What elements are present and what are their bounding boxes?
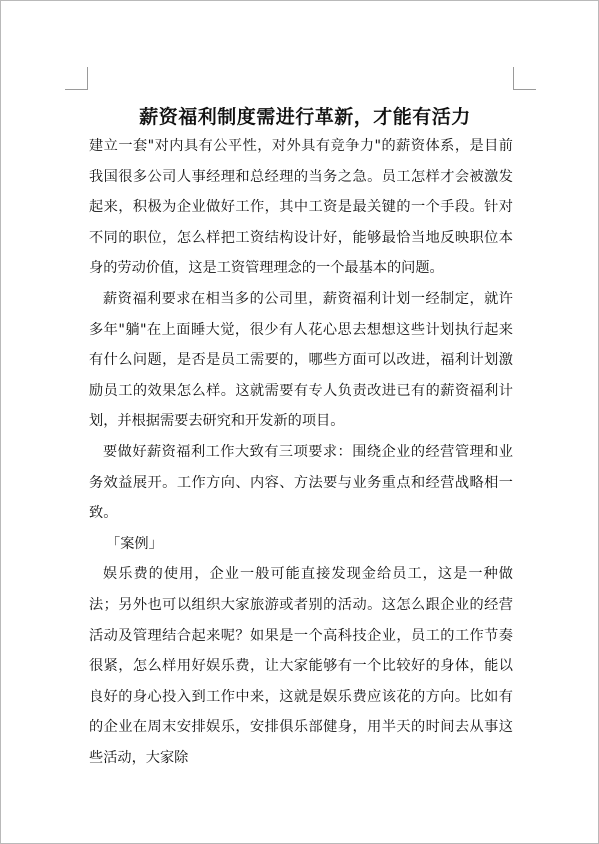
- case-paragraph: 娱乐费的使用，企业一般可能直接发现金给员工，这是一种做法；另外也可以组织大家旅游或者别的活动。这怎么跟企业的经营活动及管理结合起来呢？如果是一个高科技企业，员工的工作节奏很紧，怎么样用好娱乐费，让大家能够有一个比较好的身体，能以良好的身心投入到工作中来，这就是娱乐费应该花的方向。比如有的企业在周末安排娱乐，安排俱乐部健身，用半天的时间去从事这些活动，大家除: [89, 566, 513, 766]
- document-body: [89, 103, 513, 773]
- paragraph-1: 建立一套"对内具有公平性，对外具有竞争力"的薪资体系，是目前我国很多公司人事经理和总经理的当务之急。员工怎样才会被激发起来，积极为企业做好工作，其中工资是最关键的一个手段。针对不同的职位，怎么样把工资结构设计好，能够最恰当地反映职位本身的劳动价值，这是工资管理理念的一个最基本的问题。: [89, 138, 513, 277]
- paragraph-2: 薪资福利要求在相当多的公司里，薪资福利计划一经制定，就许多年"躺"在上面睡大觉，很少有人花心思去想想这些计划执行起来有什么问题，是否是员工需要的，哪些方面可以改进，福利计划激励员工的效果怎么样。这就需要有专人负责改进已有的薪资福利计划，并根据需要去研究和开发新的项目。: [89, 290, 513, 430]
- paragraph-3: 要做好薪资福利工作大致有三项要求：围绕企业的经营管理和业务效益展开。工作方向、内容、方法要与业务重点和经营战略相一致。: [89, 443, 513, 522]
- crop-mark-top-right: [513, 67, 536, 90]
- document-title: 薪资福利制度需进行革新，才能有活力: [139, 106, 471, 128]
- crop-mark-top-left: [65, 67, 88, 90]
- case-label: 「案例」: [106, 535, 163, 552]
